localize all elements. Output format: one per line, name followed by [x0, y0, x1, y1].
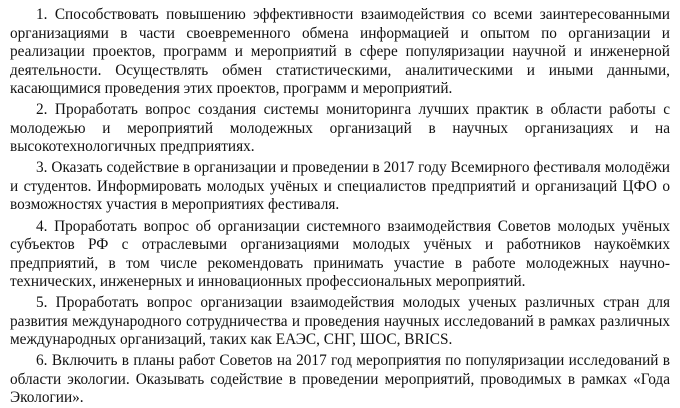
item-text: Оказать содействие в организации и проведении в 2017 году Всемирного фестиваля молодёжи и студентов. Информировать молодых учёных и специалистов предприятий и организаций ЦФО о возможностях участия в мероприятиях фестиваля. — [10, 159, 670, 214]
item-text: Проработать вопрос создания системы мониторинга лучших практик в области работы с молодежью и мероприятий молодежных организаций в научных организациях и на высокотехнологичных предприятиях. — [10, 101, 671, 156]
item-number: 5. — [36, 294, 48, 312]
item-number: 4. — [36, 217, 48, 235]
item-number: 2. — [36, 101, 48, 119]
list-item — [10, 6, 670, 99]
item-number: 6. — [36, 352, 48, 370]
item-text: Проработать вопрос организации взаимодействия молодых ученых различных стран для развития международного сотрудничества и проведения научных исследований в рамках различных международных организаций, таких как ЕАЭС, СНГ, ШОС, BRICS. — [10, 294, 670, 349]
item-number: 1. — [36, 6, 48, 23]
item-text: Включить в планы работ Советов на 2017 год мероприятия по популяризации исследований в области экологии. Оказывать содействие в проведении мероприятий, проводимых в рамках «Года Экологии». — [10, 352, 670, 407]
item-number: 3. — [36, 159, 48, 177]
list-item — [10, 159, 670, 215]
list-item — [10, 218, 670, 292]
list-item — [10, 294, 670, 350]
item-text: Проработать вопрос об организации системного взаимодействия Советов молодых учёных субъектов РФ с отраслевыми организациями молодых учёных и работников наукоёмких предприятий, в том числе рекомендовать принимать участие в работе молодежных научно-технических, инженерных и инновационных профессиональных мероприятий. — [10, 217, 670, 291]
item-text: Способствовать повышению эффективности взаимодействия со всеми заинтересованными организациями в части своевременного обмена информацией и опытом по организации и реализации проектов, программ и мероприятий в сфере популяризации научной и инженерной деятельности. Осуществлять обмен статистическими, аналитическими и иными данными, касающимися проведения этих проектов, программ и мероприятий. — [10, 6, 670, 98]
list-item — [10, 101, 670, 157]
